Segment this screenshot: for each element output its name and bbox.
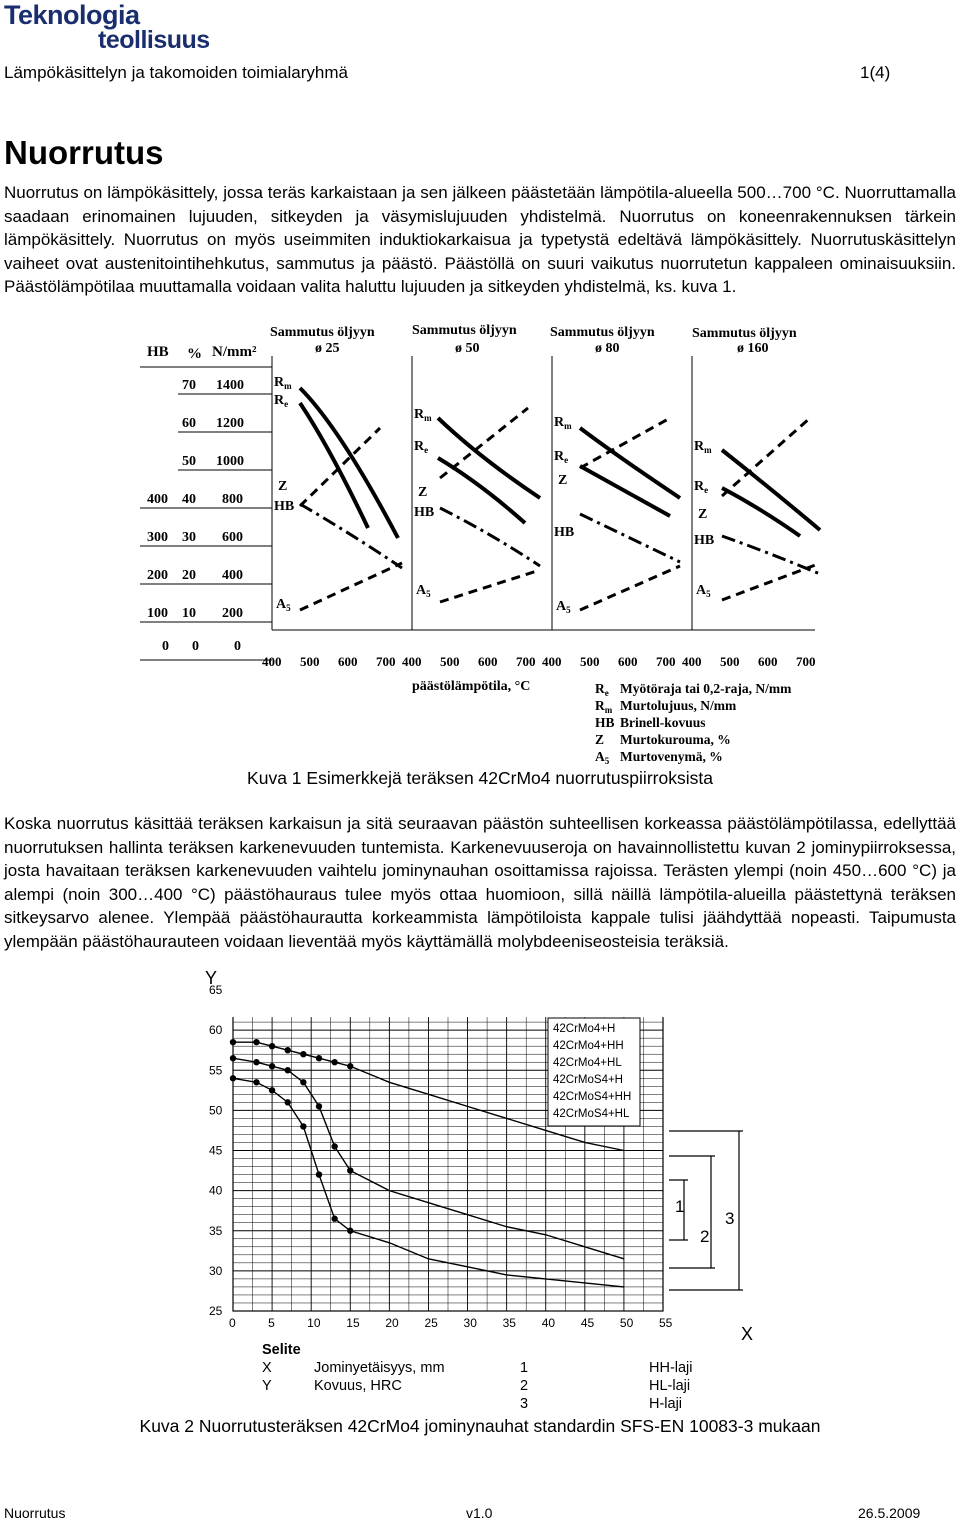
x-tick-labels — [262, 654, 816, 669]
jominy-point — [269, 1063, 275, 1069]
selite-row: X Jominyetäisyys, mm 1 HH-laji — [262, 1360, 693, 1376]
svg-text:700: 700 — [656, 654, 676, 669]
svg-text:Z: Z — [558, 473, 568, 488]
svg-text:HB: HB — [414, 505, 435, 520]
svg-text:500: 500 — [300, 654, 320, 669]
group-name: Lämpökäsittelyn ja takomoiden toimialaryhmä — [4, 63, 348, 82]
svg-text:HB: HB — [595, 715, 615, 730]
svg-text:40: 40 — [182, 492, 196, 507]
svg-text:HB: HB — [554, 525, 575, 540]
x-tick-label: 20 — [385, 1316, 399, 1330]
svg-text:Rm: $R_m$ — [694, 439, 712, 455]
svg-text:10: 10 — [182, 606, 196, 621]
series-legend-item: 42CrMo4+HL — [553, 1057, 622, 1069]
y-tick-label: 55 — [209, 1063, 223, 1078]
y-tick-label: 65 — [209, 983, 223, 997]
svg-text:Rm: $R_m$ — [414, 407, 432, 423]
svg-text:70: 70 — [182, 378, 196, 393]
svg-text:Murtokurouma, %: Murtokurouma, % — [620, 732, 731, 747]
jominy-point — [300, 1051, 306, 1057]
x-axis-label: X — [741, 1324, 754, 1340]
panel-4-diameter: ø 160 — [737, 341, 769, 356]
svg-text:30: 30 — [182, 530, 196, 545]
page-title: Nuorrutus — [4, 134, 164, 171]
jominy-point — [285, 1047, 291, 1053]
svg-text:1200: 1200 — [216, 416, 244, 431]
panel-4-curves — [694, 418, 820, 600]
svg-text:0: 0 — [162, 639, 169, 654]
series-legend-item: 42CrMoS4+H — [553, 1074, 623, 1086]
panel-3-curves — [554, 415, 680, 615]
svg-text:HB: HB — [694, 533, 715, 548]
figure1-legend — [595, 681, 792, 766]
jominy-point — [269, 1087, 275, 1093]
svg-text:50: 50 — [182, 454, 196, 469]
jominy-point — [316, 1055, 322, 1061]
x-axis-label: päästölämpötila, °C — [412, 679, 531, 694]
nmm-axis-header: N/mm² — [212, 344, 257, 360]
series-legend-item: 42CrMoS4+HH — [553, 1091, 632, 1103]
jominy-point — [230, 1039, 236, 1045]
x-tick-label: 45 — [580, 1316, 595, 1330]
jominy-point — [253, 1059, 259, 1065]
jominy-point — [331, 1143, 337, 1149]
svg-text:200: 200 — [147, 568, 168, 583]
svg-text:200: 200 — [222, 606, 243, 621]
svg-text:600: 600 — [478, 654, 498, 669]
x-tick-label: 55 — [659, 1316, 673, 1330]
jominy-point — [347, 1228, 353, 1234]
svg-text:400: 400 — [262, 654, 282, 669]
hb-axis-header: HB — [147, 344, 169, 360]
svg-text:Rm: $R_m$ — [595, 698, 613, 715]
svg-text:400: 400 — [542, 654, 562, 669]
svg-text:Z: Z — [698, 507, 708, 522]
figure1-caption: Kuva 1 Esimerkkejä teräksen 42CrMo4 nuorrutuspiirroksista — [247, 768, 713, 788]
svg-text:400: 400 — [402, 654, 422, 669]
svg-text:600: 600 — [758, 654, 778, 669]
page-number: 1(4) — [860, 63, 891, 82]
y-tick-label: 35 — [209, 1223, 223, 1238]
jominy-point — [269, 1043, 275, 1049]
svg-text:Z: Z — [278, 479, 288, 494]
series-legend-item: 42CrMo4+HH — [553, 1040, 624, 1052]
x-tick-label: 5 — [268, 1316, 275, 1330]
jominy-point — [331, 1216, 337, 1222]
logo-teollisuus: teollisuus — [98, 26, 210, 54]
panel-1-diameter: ø 25 — [315, 341, 340, 356]
svg-text:A5: $A_5$ — [416, 583, 431, 599]
svg-text:Rm: $R_m$ — [554, 415, 572, 431]
body-paragraph: Koska nuorrutus käsittää teräksen karkaisun ja sitä seuraavan päästön suhteellisen korkeassa päästölämpötilassa, edellyttää nuorrutuksen hallinta teräksen karkenevuuden tuntemista. Karkenevuuseroja on havainnollistettu kuvan 2 jominypiirroksessa, josta havaitaan teräksen karkenevuuden vaihtelu jominynauhan osoittamissa rajoissa. Terästen ylempi (noin 450…600 °C) ja alempi (noin 300…400 °C) päästöhauraus tulee myös ottaa huomioon, sillä näillä lämpötila-alueilla päästettynä teräksen sitkeysarvo alenee. Ylempää päästöhaurautta korkeammista lämpötiloista kappale tulisi jäähdyttää nopeasti. Taipumusta ylempään päästöhaurauteen voidaan lieventää myös käyttämällä molybdeeniseosteisia teräksiä. — [4, 814, 956, 951]
tempering-diagram — [140, 318, 830, 770]
svg-text:600: 600 — [618, 654, 638, 669]
band-label-2: 2 — [700, 1227, 710, 1246]
x-tick-label: 50 — [619, 1316, 634, 1330]
jominy-point — [230, 1075, 236, 1081]
jominy-point — [331, 1059, 337, 1065]
pct-axis-header: % — [187, 346, 202, 362]
svg-text:Murtolujuus, N/mm: Murtolujuus, N/mm — [620, 698, 737, 713]
svg-text:Z: Z — [418, 485, 428, 500]
jominy-point — [285, 1099, 291, 1105]
x-tick-label: 30 — [463, 1316, 477, 1330]
svg-text:A5: $A_5$ — [595, 749, 610, 766]
selite-legend — [262, 1341, 693, 1413]
svg-text:700: 700 — [796, 654, 816, 669]
svg-text:1400: 1400 — [216, 378, 244, 393]
svg-text:Myötöraja tai 0,2-raja, N/mm: Myötöraja tai 0,2-raja, N/mm — [620, 681, 792, 696]
jominy-chart — [195, 968, 795, 1340]
svg-text:20: 20 — [182, 568, 196, 583]
jominy-point — [316, 1171, 322, 1177]
figure2-caption: Kuva 2 Nuorrutusteräksen 42CrMo4 jominynauhat standardin SFS-EN 10083-3 mukaan — [139, 1416, 821, 1436]
jominy-point — [230, 1055, 236, 1061]
series-legend — [548, 1018, 640, 1126]
svg-text:800: 800 — [222, 492, 243, 507]
svg-text:Z: Z — [595, 732, 605, 747]
svg-text:1000: 1000 — [216, 454, 244, 469]
panel-3-title: Sammutus öljyyn — [550, 325, 655, 340]
svg-text:0: 0 — [234, 639, 241, 654]
svg-text:600: 600 — [338, 654, 358, 669]
nmm-ticks — [216, 378, 244, 654]
svg-text:Re: $R_e$ — [694, 479, 709, 495]
series-legend-item: 42CrMo4+H — [553, 1023, 616, 1035]
svg-text:500: 500 — [580, 654, 600, 669]
svg-text:400: 400 — [222, 568, 243, 583]
jominy-point — [347, 1167, 353, 1173]
svg-text:300: 300 — [147, 530, 168, 545]
panel-2-curves — [414, 407, 540, 602]
footer-doc: Nuorrutus — [4, 1505, 66, 1521]
y-tick-label: 30 — [209, 1263, 223, 1278]
selite-row: Y Kovuus, HRC 2 HL-laji — [262, 1378, 691, 1394]
y-tick-label: 50 — [209, 1103, 223, 1118]
svg-text:Re: $R_e$ — [554, 449, 569, 465]
x-tick-label: 25 — [424, 1316, 438, 1330]
jominy-point — [347, 1063, 353, 1069]
jominy-point — [253, 1039, 259, 1045]
svg-text:Rm: $R_m$ — [274, 375, 292, 391]
intro-paragraph: Nuorrutus on lämpökäsittely, jossa teräs karkaistaan ja sen jälkeen päästetään lämpötila-alueella 500…700 °C. Nuorruttamalla saadaan erinomainen lujuuden, sitkeyden ja väsymislujuuden yhdistelmä. Nuorrutus on koneenrakennuksen tärkein lämpökäsittely. Nuorrutus on myös useimmiten induktiokarkaisua ja typetystä edeltävä lämpökäsittely. Nuorrutuskäsittelyn vaiheet ovat austenitointihehkutus, sammutus ja päästö. Päästöllä on suuri vaikutus nuorrutetun kappaleen ominaisuuksiin. Päästölämpötilaa muuttamalla voidaan valita haluttu lujuuden ja sitkeyden yhdistelmä, ks. kuva 1. — [4, 183, 956, 297]
series-legend-item: 42CrMoS4+HL — [553, 1108, 630, 1120]
svg-text:500: 500 — [720, 654, 740, 669]
svg-text:700: 700 — [376, 654, 396, 669]
jominy-point — [300, 1123, 306, 1129]
hb-ticks — [147, 492, 169, 654]
selite-title: Selite — [262, 1342, 301, 1358]
x-tick-label: 15 — [346, 1316, 360, 1330]
jominy-point — [253, 1079, 259, 1085]
svg-text:A5: $A_5$ — [556, 599, 571, 615]
svg-text:700: 700 — [516, 654, 536, 669]
svg-text:400: 400 — [682, 654, 702, 669]
svg-text:0: 0 — [192, 639, 199, 654]
x-tick-label: 0 — [229, 1316, 236, 1330]
svg-text:600: 600 — [222, 530, 243, 545]
svg-text:HB: HB — [274, 499, 295, 514]
svg-text:A5: $A_5$ — [696, 583, 711, 599]
panel-2-title: Sammutus öljyyn — [412, 323, 517, 338]
jominy-point — [316, 1103, 322, 1109]
band-label-3: 3 — [725, 1209, 735, 1228]
panel-1-curves — [274, 375, 402, 613]
x-tick-label: 10 — [307, 1316, 321, 1330]
band-label-1: 1 — [675, 1197, 685, 1216]
svg-text:A5: $A_5$ — [276, 597, 291, 613]
panel-2-diameter: ø 50 — [455, 341, 480, 356]
logo-teknologia: Teknologia — [4, 0, 140, 30]
svg-text:100: 100 — [147, 606, 168, 621]
svg-text:400: 400 — [147, 492, 168, 507]
svg-text:Re: $R_e$ — [274, 393, 289, 409]
svg-text:Re: $R_e$ — [414, 439, 429, 455]
svg-text:Brinell-kovuus: Brinell-kovuus — [620, 715, 706, 730]
footer-version: v1.0 — [466, 1505, 493, 1521]
selite-row: 3 H-laji — [520, 1396, 683, 1412]
y-tick-label: 25 — [209, 1304, 223, 1318]
svg-text:500: 500 — [440, 654, 460, 669]
jominy-point — [300, 1079, 306, 1085]
panel-3-diameter: ø 80 — [595, 341, 620, 356]
y-tick-label: 60 — [209, 1023, 223, 1038]
svg-text:Murtovenymä, %: Murtovenymä, % — [620, 749, 723, 764]
jominy-point — [285, 1067, 291, 1073]
y-tick-label: 45 — [209, 1143, 223, 1158]
x-tick-label: 40 — [541, 1316, 556, 1330]
panel-4-title: Sammutus öljyyn — [692, 326, 797, 341]
panel-1-title: Sammutus öljyyn — [270, 325, 375, 340]
svg-text:Re: $R_e$ — [595, 681, 609, 698]
footer-date: 26.5.2009 — [858, 1505, 921, 1521]
pct-ticks — [182, 378, 199, 654]
y-axis-label: Y — [205, 968, 218, 988]
x-tick-label: 35 — [502, 1316, 516, 1330]
y-tick-label: 40 — [209, 1183, 223, 1198]
svg-text:60: 60 — [182, 416, 196, 431]
